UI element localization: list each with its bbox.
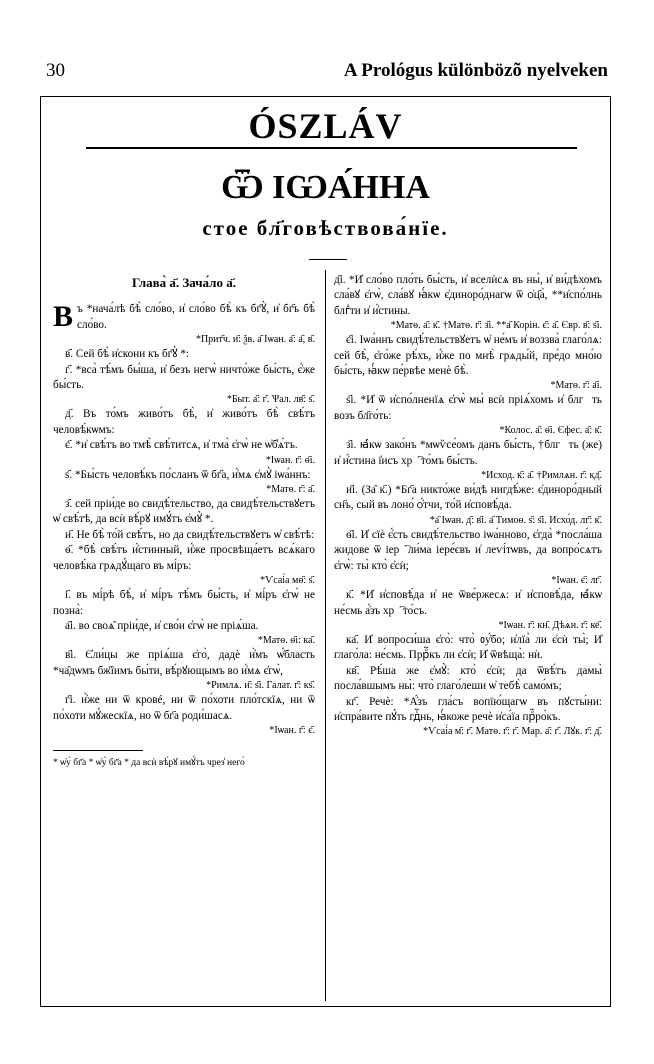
verse [53,407,315,438]
right-paragraphs [334,273,602,739]
verse-text: ъ *нача́лѣ бѣ̀ сло́во, и҆ сло́во бѣ̀ къ бг҃ꙋ̀, и҆ бг҃ъ бѣ̀ сло́во. [77,303,315,331]
cross-reference: *Іѡан. є҃: лг҃. [551,575,602,587]
verse-text: з҃і. ꙗ҆́кѡ зако́нъ *мѡѷсе́омъ данъ бы́сть, †блгⷣть (же) и҆ и҆́стина і҆исъ хрⷭ҇то́мъ бы́сть. [334,439,602,467]
verse [53,438,315,453]
running-head: A Prológus különbözõ nyelveken [343,60,608,81]
left-column [53,273,315,770]
verse [53,302,315,333]
column-divider [325,270,326,1001]
verse-text: з҃. сей пріи́де во свидѣ́тельство, да свидѣ́тельствꙋетъ ѡ҆ свѣ́тѣ, да всѝ вѣ́рꙋ имꙋ́тъ є҆мꙋ̀ *. [53,498,315,526]
chapter-heading: Глава̀ а҃. Зача́ло а҃. [132,275,236,290]
title-divider [309,259,347,260]
verse-text: ѕ҃. *Бы́сть человѣ́къ по́сланъ ѿ бг҃а, и҆́мѧ є҆мꙋ̀ іѡа́ннъ: [65,468,311,481]
cross-reference: *Матѳ. г҃: а҃. [266,484,315,496]
verse [334,664,602,695]
verse-text: в҃. Сей бѣ̀ и҆скони къ бг҃ꙋ̀ *: [65,348,190,361]
right-column [334,273,602,739]
verse [334,273,602,319]
verse [53,648,315,679]
drop-cap: В [53,300,74,334]
verse-text: д҃і. *И҆ сло́во пло́ть бы́сть, и҆ вселѝсѧ въ ны̀, и҆ ви́дѣхомъ сла́вꙋ є҆гѡ̀, сла́вꙋ ꙗ҆́кѡ є҆диноро́днагѡ ѿ ѻ҆ц҃а̀, **и҆спо́лнь блгⷣти и҆ и҆́стины. [334,274,602,317]
section-title: ÓSZLÁV [248,106,403,146]
verse-text: г҃. *вса̀ тѣ́мъ бы́ша, и҆ безъ негѡ̀ ничто́же бы́сть, є҆́же бы́сть. [53,363,315,392]
footnote: * ѡ҆у̀ бг҃а * ѡ҆у̀ бг҃а * да всѝ вѣ́рꙋ имꙋ́тъ чрез̾ него̀ [53,757,245,768]
verse-text: ка҃. И҆ вопроси́ша є҆го̀: что̀ ᲂу҆́бо; и҆лїа̀ ли є҆сѝ ты̀; И҆ глаго́ла: не́смь. Пррⷪ҇къ ли є҆сѝ; И҆ ѿвѣща̀: нѝ. [334,633,602,662]
cross-reference: *Колос. а҃: ѳ҃і. Єфес. а҃: к҃. [499,425,602,437]
cross-reference: *Быт. а҃: г҃. Ѱал. лв҃: ѕ҃. [226,394,315,406]
verse-text: а҃і. во своѧ̑ пріи́де, и҆ сво́и є҆гѡ̀ не пріѧ́ша. [65,619,259,632]
footnote-rule [53,750,143,751]
verse [334,483,602,514]
cross-reference: *Матѳ. г҃: а҃і. [550,380,602,392]
verse-text: г҃і. и҆̀же ни ѿ кровé, ни ѿ по́хоти пло́тскїѧ, ни ѿ по́хоти мꙋ́жескїѧ, но ѿ бг҃а роди́шасѧ. [53,694,315,722]
verse [53,363,315,394]
verse [53,693,315,724]
cross-reference: *Іѡан. г҃: кн҃. Дѣѧн. г҃: ке҃. [498,619,602,631]
verse-text: кв҃. Рѣ́ша же є҆мꙋ̀: кто̀ є҆сѝ; да ѿвѣ́тъ дамы̀ посла́вшымъ ны̀: что̀ глаго́леши ѡ҆ тебѣ̀ само́мъ; [334,664,602,693]
cross-reference: *Прит҃ч. и҃: ѯв. а҃ Іѡан. а҃: а҃, в҃. [195,334,315,346]
cross-reference: *Римлѧ. и҃: ѕ҃і. Галат. г҃: кѕ҃. [206,680,315,692]
cross-reference: *Іѡан. г҃: є҃. [269,724,315,736]
verse-text: и҃. Не бѣ̀ то́й свѣ́тъ, но да свидѣ́тельствꙋетъ ѡ҆ свѣ́тѣ: [65,528,315,541]
cross-reference: *а҃ Іѡан. д҃: в҃і. а҃ Тимоѳ. ѕ҃: ѕ҃і. Исхо́д. лг҃: к҃. [429,514,602,526]
cross-reference: *Матѳ. а҃: к҃. †Матѳ. г҃: з҃і. **а҃ Корін. є҃: а҃. Євр. в҃: ѕ҃і. [390,320,602,332]
book-title: Ѿ ІѠА́ННА [221,169,430,206]
verse [53,468,315,483]
page-number: 30 [46,60,65,81]
verse-text: и҃і. (За̑ к҃.) *Бг҃а никто́же ви́дѣ нигдѣ́же: є҆диноро́дный сн҃ъ, сый въ лоно́ ѻ҆́тчи, то́й и҆сповѣ́да. [334,484,602,512]
left-paragraphs [53,302,315,738]
verse [53,619,315,634]
book-subtitle: стое бл҃говѣствова́нїе. [202,216,449,240]
verse [53,347,315,362]
verse [334,633,602,664]
verse [53,528,315,543]
cross-reference: *Ѵсаі́а м҃: г҃. Матѳ. г҃: г҃. Мар. а҃: г҃. Лꙋк. г҃: д҃. [423,726,602,738]
verse-text: є҃і. Іѡа́ннъ свидѣ́тельствꙋетъ ѡ҆ не́мъ и҆ воззва̀ глаго́лѧ: сей бѣ̀, є҆го́же рѣ́хъ, и҆́же по мнѣ̀ грѧды́й, пре́до мно́ю бы́сть, ꙗ҆́кѡ пе́рвѣе менѐ бѣ̀. [334,334,602,378]
cross-reference: *Исход. к҃: а҃. †Римлѧн. г҃: кд҃. [481,470,602,482]
verse [53,497,315,528]
verse-text: ѳ҃і. И҆ сїѐ є҆́сть свидѣ́тельство іѡа́нново, є҆гда̀ *посла́ша жидове ѿ іерⷭ҇ли́ма іере́євъ и҆ леѵі́тѡвъ, да вопро́сѧтъ є҆гѡ̀: ты̀ кто̀ є҆сѝ; [334,528,602,572]
verse [334,695,602,726]
verse [334,528,602,574]
verse-text: ѳ҃. *бѣ̀ свѣ́тъ и҆́стинный, и҆́же просвѣща́етъ всѧ́каго человѣ́ка грѧдꙋ́щаго въ мі́ръ: [53,544,315,572]
cross-reference: *Ѵсаі́а мѳ҃: ѕ҃. [260,575,315,587]
title-rule [86,147,577,149]
verse-text: кг҃. Речѐ: *А҆́зъ гла́съ вопїю́щагѡ въ пꙋсты́ни: и҆спра́вите пꙋ́ть гдⷭ҇нь, ꙗ҆́коже речѐ и҆са́їа прⷪ҇ро́къ. [334,695,602,723]
verse [334,438,602,469]
text-frame [40,96,611,1007]
verse-text: є҃. *и҆ свѣ́тъ во тмѣ̀ свѣ́титсѧ, и҆ тма̀ є҆гѡ̀ не ѡ҆б̾ѧ́тъ. [65,439,298,452]
verse [53,543,315,574]
verse-text: ѕ҃і. *И҆ ѿ и҆спо́лненїѧ є҆гѡ̀ мы̀ всѝ пріѧ́хомъ и҆ блгⷣть возъ бл҃го́ть: [334,394,602,422]
verse-text: д҃. Въ то́мъ живо́тъ бѣ̀, и҆ живо́тъ бѣ̀ свѣ́тъ человѣ́кѡмъ: [53,408,315,436]
verse-text: і҃. въ мі́рѣ бѣ̀, и҆ мі́ръ тѣ́мъ бы́сть, и҆ мі́ръ є҆гѡ̀ не позна̀: [53,589,315,617]
verse [334,333,602,379]
verse [334,393,602,424]
cross-reference: *Іѡан. г҃: ѳ҃і. [265,454,315,466]
verse-text: к҃. *И҆ и҆сповѣ́да и҆ не ѿве́ржесѧ: и҆ и҆сповѣ́да, ꙗ҆́кѡ не́смь а҆́зъ хрⷭ҇то́съ. [334,589,602,617]
verse [53,588,315,619]
verse [334,588,602,619]
cross-reference: *Матѳ. ѳ҃і: ка҃. [257,635,315,647]
verse-text: в҃і. Є҆ли́цы же пріѧ́ша є҆го̀, дадѐ и҆̀мъ ѡ҆́бласть *ча̑дѡмъ бж҃їимъ бы́ти, вѣ́рꙋющымъ во и҆́мѧ є҆гѡ̀, [53,649,315,677]
